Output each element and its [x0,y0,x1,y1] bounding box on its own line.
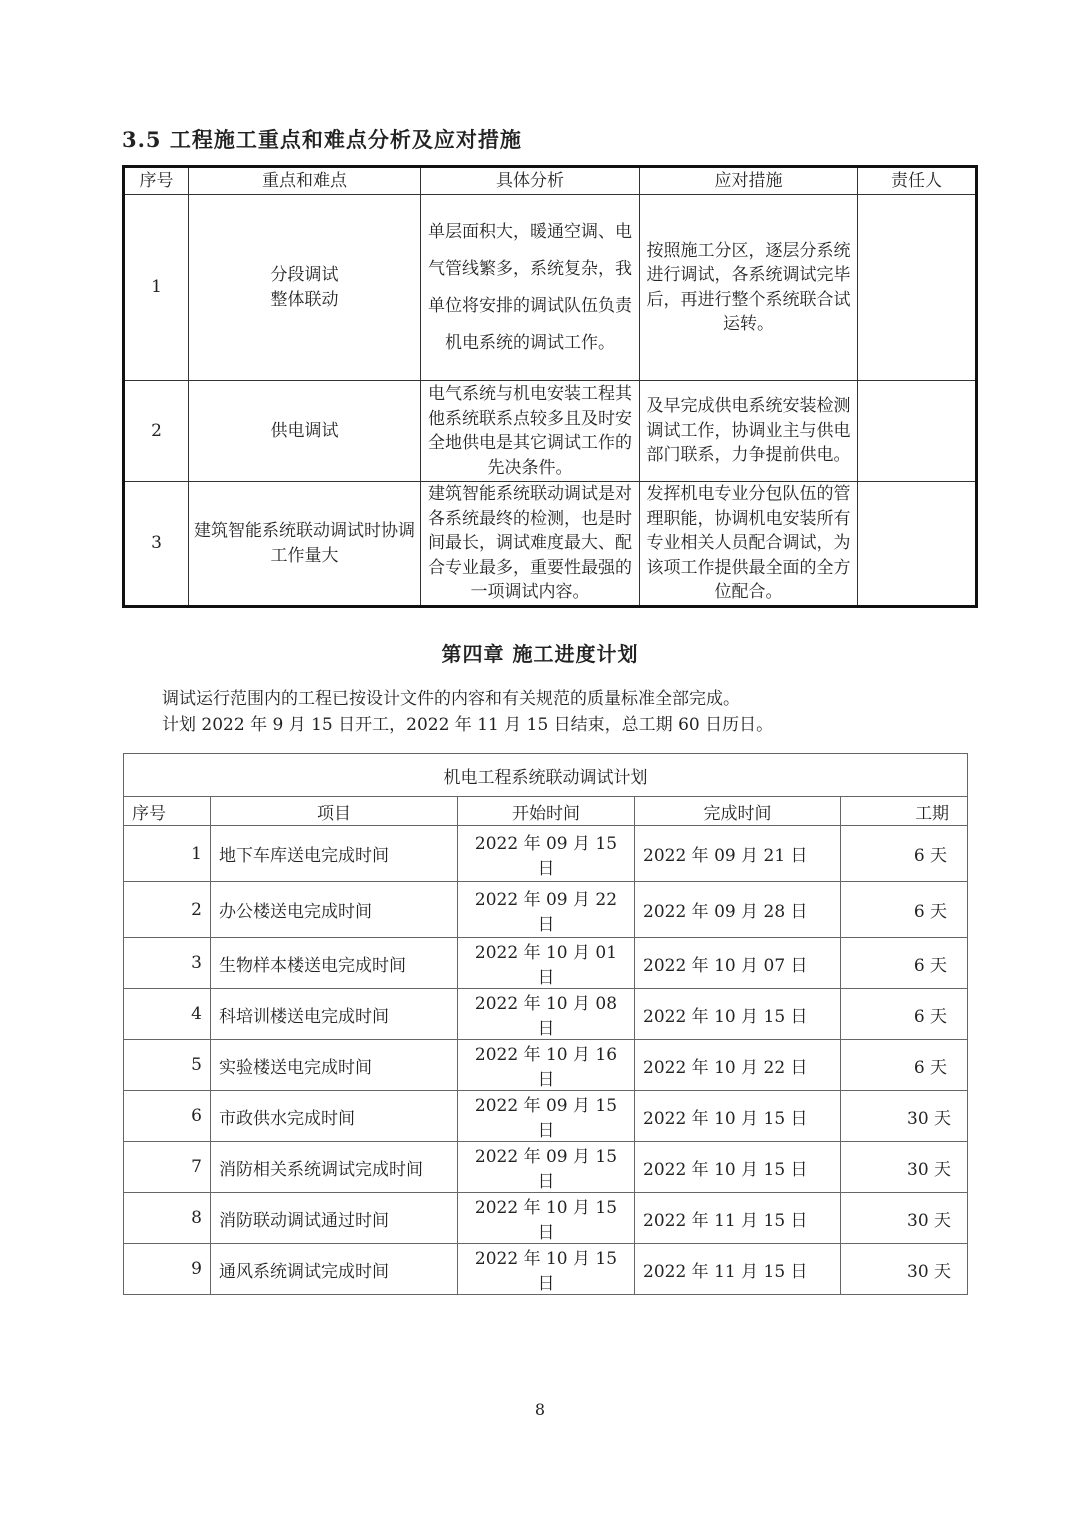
plan-cell-item: 通风系统调试完成时间 [211,1244,458,1295]
table-row [124,1193,968,1244]
plan-table-header-row [124,797,968,826]
plan-cell-no: 3 [124,938,211,989]
risk-row-point [189,482,421,607]
plan-cell-no: 1 [124,826,211,882]
risk-row-owner [858,381,977,482]
plan-cell-start: 2022 年 10 月 16 日 [458,1040,635,1091]
plan-cell-duration: 6 天 [841,1040,968,1091]
risk-row-measure: 发挥机电专业分包队伍的管理职能，协调机电安装所有专业相关人员配合调试，为该项工作提供最全面的全方位配合。 [640,482,858,607]
plan-cell-item: 办公楼送电完成时间 [211,882,458,938]
plan-cell-item: 消防联动调试通过时间 [211,1193,458,1244]
risk-row-no: 3 [124,482,189,607]
risk-row-owner [858,195,977,381]
table-row [124,1244,968,1295]
plan-cell-duration: 6 天 [841,826,968,882]
risk-header-owner: 责任人 [858,167,977,195]
risk-row-no: 2 [124,381,189,482]
plan-cell-end: 2022 年 10 月 15 日 [635,1091,841,1142]
risk-header-point: 重点和难点 [189,167,421,195]
plan-cell-duration: 30 天 [841,1193,968,1244]
risk-row-point-line: 供电调试 [270,420,339,441]
plan-cell-duration: 30 天 [841,1142,968,1193]
section-title: 3.5 工程施工重点和难点分析及应对措施 [122,127,522,152]
risk-header-no: 序号 [124,167,189,195]
risk-row-measure: 按照施工分区，逐层分系统进行调试，各系统调试完毕后，再进行整个系统联合试运转。 [640,195,858,381]
risk-row-no: 1 [124,195,189,381]
risk-row-point [189,381,421,482]
plan-cell-duration: 6 天 [841,938,968,989]
plan-header-end: 完成时间 [635,797,841,826]
risk-row-owner [858,482,977,607]
plan-cell-duration: 6 天 [841,882,968,938]
plan-cell-end: 2022 年 09 月 21 日 [635,826,841,882]
risk-row-analysis: 建筑智能系统联动调试是对各系统最终的检测，也是时间最长，调试难度最大、配合专业最多，重要性最强的一项调试内容。 [421,482,640,607]
plan-cell-item: 市政供水完成时间 [211,1091,458,1142]
plan-cell-item: 地下车库送电完成时间 [211,826,458,882]
plan-cell-no: 6 [124,1091,211,1142]
plan-cell-end: 2022 年 10 月 15 日 [635,989,841,1040]
plan-cell-end: 2022 年 09 月 28 日 [635,882,841,938]
table-row [124,882,968,938]
commissioning-plan-table [123,753,968,1295]
table-row [124,1142,968,1193]
risk-table-row [124,381,977,482]
risk-table-row [124,482,977,607]
plan-cell-end: 2022 年 10 月 15 日 [635,1142,841,1193]
table-row [124,989,968,1040]
risk-table-row [124,195,977,381]
body-paragraph: 调试运行范围内的工程已按设计文件的内容和有关规范的质量标准全部完成。 [162,689,740,709]
plan-cell-item: 生物样本楼送电完成时间 [211,938,458,989]
plan-cell-item: 科培训楼送电完成时间 [211,989,458,1040]
table-row [124,826,968,882]
plan-cell-no: 2 [124,882,211,938]
plan-cell-start: 2022 年 09 月 15 日 [458,826,635,882]
plan-cell-duration: 6 天 [841,989,968,1040]
plan-cell-item: 消防相关系统调试完成时间 [211,1142,458,1193]
risk-row-measure: 及早完成供电系统安装检测调试工作，协调业主与供电部门联系，力争提前供电。 [640,381,858,482]
plan-cell-start: 2022 年 09 月 22 日 [458,882,635,938]
plan-cell-duration: 30 天 [841,1244,968,1295]
table-row [124,1091,968,1142]
page-number: 8 [534,1400,546,1419]
plan-cell-no: 5 [124,1040,211,1091]
plan-cell-start: 2022 年 10 月 15 日 [458,1244,635,1295]
risk-header-analysis: 具体分析 [421,167,640,195]
risk-row-analysis: 电气系统与机电安装工程其他系统联系点较多且及时安全地供电是其它调试工作的先决条件。 [421,381,640,482]
body-paragraph: 计划 2022 年 9 月 15 日开工，2022 年 11 月 15 日结束，总工期 60 日历日。 [162,715,774,735]
risk-row-analysis: 单层面积大，暖通空调、电气管线繁多，系统复杂，我单位将安排的调试队伍负责机电系统的调试工作。 [421,195,640,381]
plan-cell-no: 9 [124,1244,211,1295]
risk-analysis-table [122,165,978,608]
chapter-title: 第四章 施工进度计划 [441,642,639,666]
risk-row-point-line: 分段调试 [270,265,339,285]
plan-cell-end: 2022 年 10 月 22 日 [635,1040,841,1091]
plan-header-duration: 工期 [841,797,968,826]
plan-cell-start: 2022 年 09 月 15 日 [458,1142,635,1193]
plan-cell-end: 2022 年 10 月 07 日 [635,938,841,989]
plan-cell-start: 2022 年 10 月 01 日 [458,938,635,989]
plan-cell-start: 2022 年 10 月 08 日 [458,989,635,1040]
plan-cell-no: 7 [124,1142,211,1193]
risk-header-measure: 应对措施 [640,167,858,195]
table-row [124,1040,968,1091]
plan-table-title-row [124,754,968,797]
plan-cell-start: 2022 年 09 月 15 日 [458,1091,635,1142]
risk-table-header-row [124,167,977,195]
plan-header-no: 序号 [124,797,211,826]
plan-cell-duration: 30 天 [841,1091,968,1142]
plan-header-start: 开始时间 [458,797,635,826]
plan-cell-item: 实验楼送电完成时间 [211,1040,458,1091]
plan-cell-no: 4 [124,989,211,1040]
risk-row-point [189,195,421,381]
plan-cell-end: 2022 年 11 月 15 日 [635,1244,841,1295]
plan-header-item: 项目 [211,797,458,826]
risk-row-point-line: 建筑智能系统联动调试时协调工作量大 [194,521,415,566]
table-row [124,938,968,989]
risk-row-point-line: 整体联动 [270,289,339,310]
plan-cell-no: 8 [124,1193,211,1244]
plan-cell-start: 2022 年 10 月 15 日 [458,1193,635,1244]
plan-table-title: 机电工程系统联动调试计划 [124,754,968,797]
plan-cell-end: 2022 年 11 月 15 日 [635,1193,841,1244]
